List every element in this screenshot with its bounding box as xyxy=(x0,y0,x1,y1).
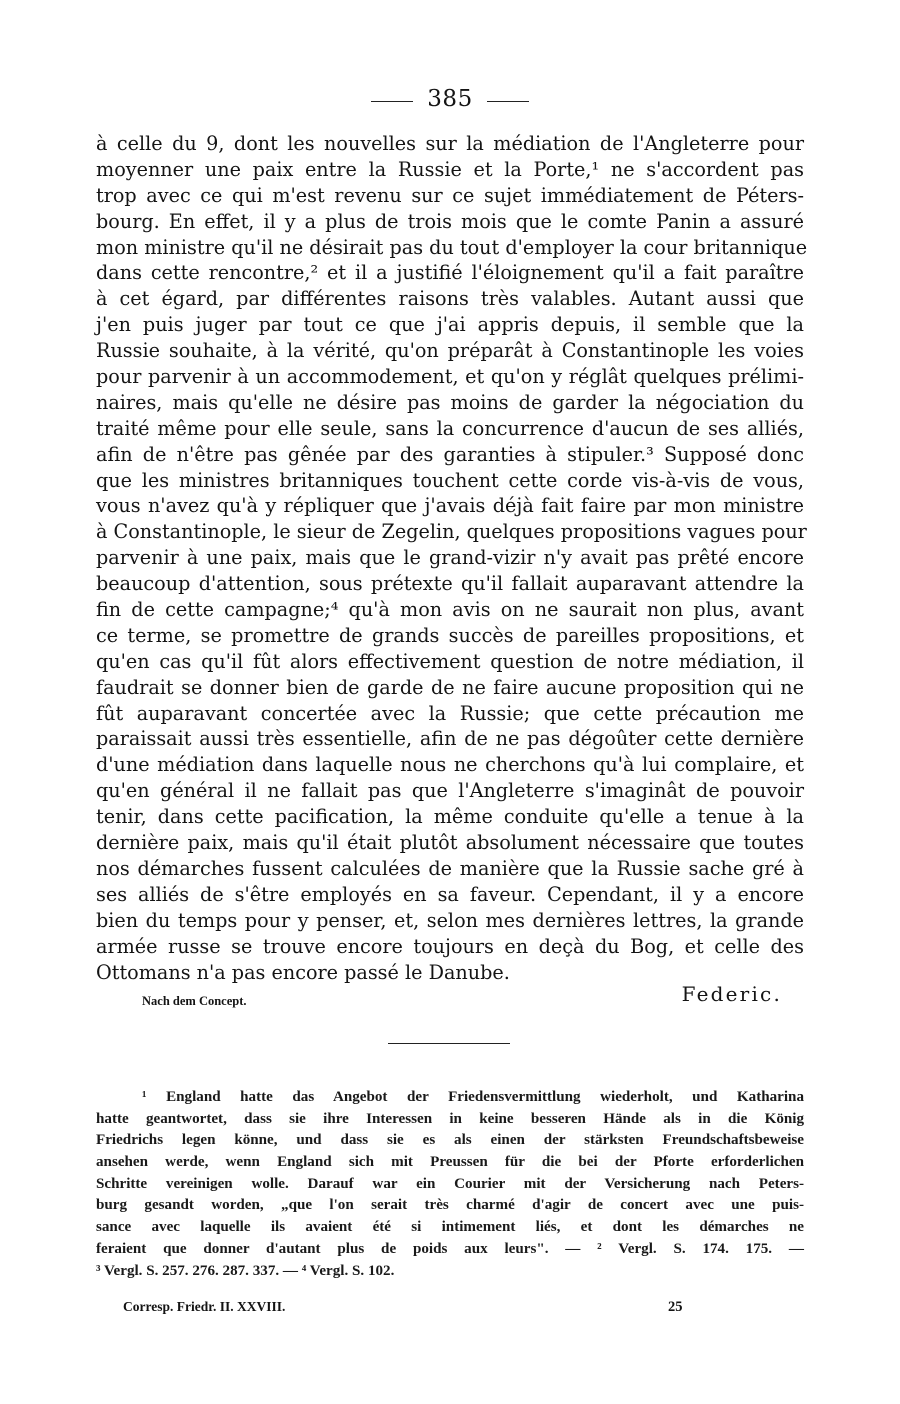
body-line: fin de cette campagne;⁴ qu'à mon avis on ne saurait non plus, avant xyxy=(96,598,804,622)
body-line: bien du temps pour y penser, et, selon mes dernières lettres, la grande xyxy=(96,908,804,932)
footnotes xyxy=(96,1087,804,1282)
footnote-line: ansehen werde, wenn England sich mit Preussen für die bei der Pforte erforderlichen xyxy=(96,1154,804,1171)
footer-signature-mark: 25 xyxy=(668,1299,683,1315)
body-line: trop avec ce qui m'est revenu sur ce sujet immédiatement de Péters- xyxy=(96,183,804,207)
footnote-line: burg gesandt worden, „que l'on serait très charmé d'agir de concert avec une puis- xyxy=(96,1197,804,1214)
body-line: ses alliés de s'être employés en sa faveur. Cependant, il y a encore xyxy=(96,882,804,906)
body-line: dans cette rencontre,² et il a justifié l'éloignement qu'il a fait paraître xyxy=(96,261,804,285)
page-number: 385 xyxy=(427,86,473,112)
body-line: à celle du 9, dont les nouvelles sur la médiation de l'Angleterre pour xyxy=(96,132,804,155)
page-header xyxy=(0,86,900,112)
footnote-divider xyxy=(388,1043,510,1044)
footnote-line: ¹ England hatte das Angebot der Friedensvermittlung wiederholt, und Katharina xyxy=(142,1089,804,1105)
signature: Federic. xyxy=(681,982,782,1006)
footnote-line: feraient que donner d'autant plus de poids aux leurs". — ² Vergl. S. 174. 175. — xyxy=(96,1240,804,1257)
header-dash-right xyxy=(487,101,529,102)
footnote-line: Schritte vereinigen wolle. Darauf war ein Courier mit der Versicherung nach Peters- xyxy=(96,1175,804,1192)
closing-row xyxy=(96,982,804,1012)
letter-body xyxy=(96,131,808,985)
footnote-line: sance avec laquelle ils avaient été si intimement liés, et dont les démarches ne xyxy=(96,1219,804,1236)
body-line: qu'en cas qu'il fût alors effectivement question de notre médiation, il xyxy=(96,649,804,673)
body-line: à cet égard, par différentes raisons très valables. Autant aussi que xyxy=(96,287,804,311)
page-footer xyxy=(0,1299,900,1321)
body-line: moyenner une paix entre la Russie et la Porte,¹ ne s'accordent pas xyxy=(96,157,804,181)
body-line: nos démarches fussent calculées de manière que la Russie sache gré à xyxy=(96,856,804,880)
body-line: qu'en général il ne fallait pas que l'Angleterre s'imaginât de pouvoir xyxy=(96,779,804,803)
body-line: ce terme, se promettre de grands succès de pareilles propositions, et xyxy=(96,623,804,647)
body-line: traité même pour elle seule, sans la concurrence d'aucun de ses alliés, xyxy=(96,416,804,440)
footnote-line: hatte geantwortet, dass sie ihre Interessen in keine besseren Hände als in die König xyxy=(96,1110,804,1127)
body-line: mon ministre qu'il ne désirait pas du tout d'employer la cour britannique xyxy=(96,235,808,259)
body-line: que les ministres britanniques touchent cette corde vis-à-vis de vous, xyxy=(96,468,804,492)
footer-volume: Corresp. Friedr. II. XXVIII. xyxy=(123,1299,286,1314)
body-line: afin de n'être pas gênée par des garanties à stipuler.³ Supposé donc xyxy=(96,442,804,466)
body-line: dernière paix, mais qu'il était plutôt absolument nécessaire que toutes xyxy=(96,831,804,855)
body-line: armée russe se trouve encore toujours en deçà du Bog, et celle des xyxy=(96,934,804,958)
header-dash-left xyxy=(371,101,413,102)
body-line: Ottomans n'a pas encore passé le Danube. xyxy=(96,960,510,984)
body-line: beaucoup d'attention, sous prétexte qu'il fallait auparavant attendre la xyxy=(96,572,804,596)
source-note: Nach dem Concept. xyxy=(142,994,247,1008)
body-line: j'en puis juger par tout ce que j'ai appris depuis, il semble que la xyxy=(96,313,804,337)
body-line: naires, mais qu'elle ne désire pas moins de garder la négociation du xyxy=(96,390,804,414)
body-line: d'une médiation dans laquelle nous ne cherchons qu'à lui complaire, et xyxy=(96,753,804,777)
body-line: paraissait aussi très essentielle, afin de ne pas dégoûter cette dernière xyxy=(96,727,804,751)
body-line: tenir, dans cette pacification, la même conduite qu'elle a tenue à la xyxy=(96,805,804,829)
body-line: à Constantinople, le sieur de Zegelin, quelques propositions vagues pour xyxy=(96,520,807,544)
body-line: fût auparavant concertée avec la Russie; que cette précaution me xyxy=(96,701,804,725)
body-line: Russie souhaite, à la vérité, qu'on préparât à Constantinople les voies xyxy=(96,339,804,363)
body-line: pour parvenir à un accommodement, et qu'on y réglât quelques prélimi- xyxy=(96,365,804,389)
footnote-line: ³ Vergl. S. 257. 276. 287. 337. — ⁴ Vergl. S. 102. xyxy=(96,1262,395,1279)
footnote-line: Friedrichs legen könne, und dass sie es als einen der stärksten Freundschaftsbeweise xyxy=(96,1132,804,1149)
body-line: parvenir à une paix, mais que le grand-vizir n'y avait pas prêté encore xyxy=(96,546,804,570)
body-line: vous n'avez qu'à y répliquer que j'avais déjà fait faire par mon ministre xyxy=(96,494,804,518)
body-line: bourg. En effet, il y a plus de trois mois que le comte Panin a assuré xyxy=(96,209,804,233)
body-line: faudrait se donner bien de garde de ne faire aucune proposition qui ne xyxy=(96,675,804,699)
